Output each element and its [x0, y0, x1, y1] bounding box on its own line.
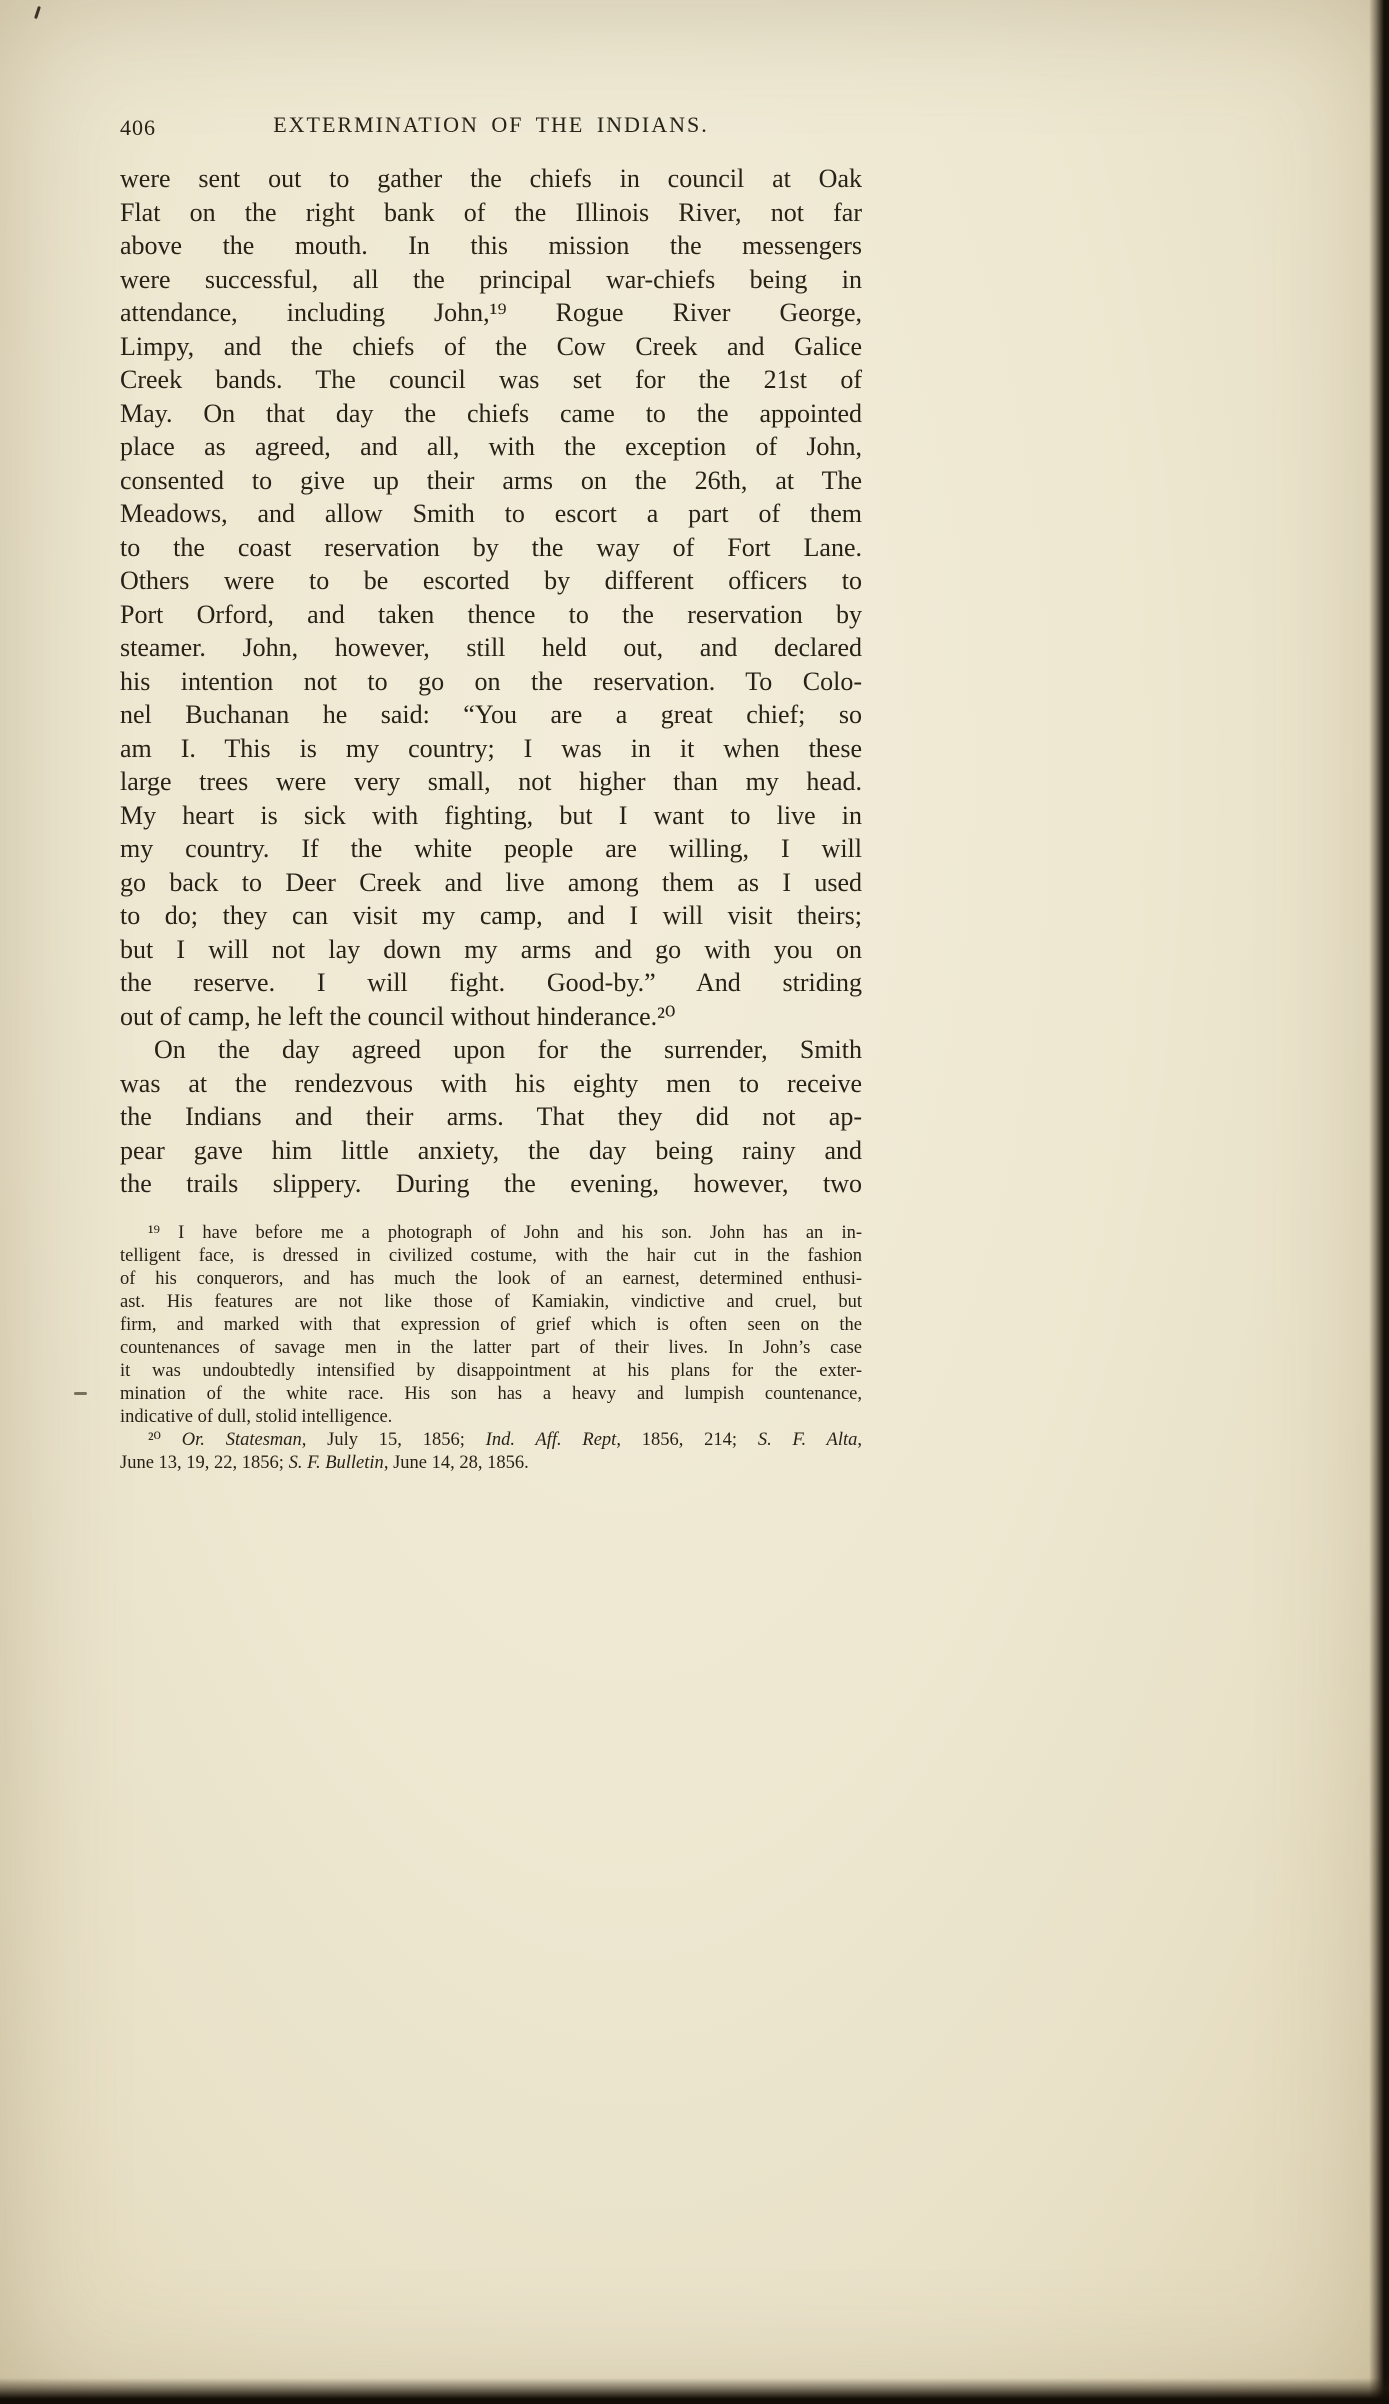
- footnote-line: ast. His features are not like those of Kamiakin, vindictive and cruel, but: [120, 1292, 862, 1312]
- footnote-20: [120, 1429, 862, 1475]
- text-line: the trails slippery. During the evening, however, two: [120, 1169, 862, 1198]
- text-line: steamer. John, however, still held out, and declared: [120, 633, 862, 662]
- text-line: were successful, all the principal war-chiefs being in: [120, 264, 862, 294]
- running-header: [120, 112, 862, 146]
- footnote-line: of his conquerors, and has much the look of an earnest, determined enthusi-: [120, 1269, 862, 1289]
- scan-speck: [34, 6, 41, 19]
- scan-speck: [74, 1392, 87, 1395]
- text-line: My heart is sick with fighting, but I want to live in: [120, 800, 862, 830]
- footnote-line: mination of the white race. His son has a heavy and lumpish countenance,: [120, 1384, 862, 1404]
- text-line: but I will not lay down my arms and go with you on: [120, 934, 862, 964]
- footnote-line: firm, and marked with that expression of grief which is often seen on the: [120, 1315, 862, 1335]
- text-line: to the coast reservation by the way of Fort Lane.: [120, 532, 862, 562]
- text-line: out of camp, he left the council without hinderance.²⁰: [120, 1001, 676, 1031]
- page-number: 406: [120, 115, 156, 140]
- text-line: Creek bands. The council was set for the 21st of: [120, 365, 862, 394]
- text-line: Meadows, and allow Smith to escort a part of them: [120, 499, 862, 528]
- footnote-line: [120, 1452, 862, 1475]
- text-line: go back to Deer Creek and live among them as I used: [120, 867, 862, 897]
- text-line: Port Orford, and taken thence to the reservation by: [120, 599, 862, 629]
- footnote-segment: Or. Statesman: [181, 1430, 302, 1450]
- text-line: the reserve. I will fight. Good-by.” And striding: [120, 968, 862, 997]
- footnote-line: countenances of savage men in the latter part of their lives. In John’s case: [120, 1338, 862, 1358]
- footnote-segment: S. F. Bulletin: [288, 1453, 384, 1473]
- footnote-line: [120, 1429, 862, 1452]
- footnote-line: ¹⁹ I have before me a photograph of John and his son. John has an in-: [148, 1223, 862, 1243]
- text-line: above the mouth. In this mission the messengers: [120, 231, 862, 260]
- footnote-line: telligent face, is dressed in civilized costume, with the hair cut in the fashion: [120, 1246, 862, 1266]
- footnote-segment: ,: [857, 1430, 862, 1450]
- text-line: the Indians and their arms. That they did not ap-: [120, 1102, 862, 1131]
- footnote-segment: ²⁰: [148, 1430, 182, 1450]
- footnote-segment: June 13, 19, 22, 1856;: [120, 1453, 289, 1473]
- text-line: Others were to be escorted by different officers to: [120, 566, 862, 595]
- footnote-line: it was undoubtedly intensified by disappointment at his plans for the exter-: [120, 1361, 862, 1381]
- text-line: pear gave him little anxiety, the day being rainy and: [120, 1135, 862, 1165]
- text-line: was at the rendezvous with his eighty men to receive: [120, 1068, 862, 1098]
- scan-edge-right: [1369, 0, 1389, 2404]
- text-line: am I. This is my country; I was in it when these: [120, 733, 862, 763]
- running-title: EXTERMINATION OF THE INDIANS.: [273, 112, 709, 137]
- footnote-segment: S. F. Alta: [757, 1430, 858, 1450]
- text-line: Limpy, and the chiefs of the Cow Creek and Galice: [120, 331, 862, 361]
- text-line: May. On that day the chiefs came to the appointed: [120, 398, 862, 428]
- text-line: his intention not to go on the reservation. To Colo-: [120, 666, 862, 696]
- paragraph-2: [120, 1033, 862, 1201]
- footnote-segment: , 1856, 214;: [616, 1430, 758, 1450]
- footnote-segment: , July 15, 1856;: [301, 1430, 486, 1450]
- text-line: attendance, including John,¹⁹ Rogue River George,: [120, 298, 862, 327]
- footnote-segment: , June 14, 28, 1856.: [383, 1453, 529, 1473]
- text-line: nel Buchanan he said: “You are a great chief; so: [120, 700, 862, 729]
- text-line: place as agreed, and all, with the exception of John,: [120, 432, 862, 461]
- text-line: consented to give up their arms on the 26th, at The: [120, 465, 862, 495]
- paragraph-1: [120, 162, 862, 1033]
- footnote-line: indicative of dull, stolid intelligence.: [120, 1407, 393, 1427]
- footnotes: [120, 1222, 862, 1475]
- text-line: On the day agreed upon for the surrender, Smith: [154, 1035, 862, 1064]
- footnote-19: [120, 1222, 862, 1429]
- scan-edge-bottom: [0, 2378, 1389, 2404]
- text-line: large trees were very small, not higher than my head.: [120, 767, 862, 796]
- text-line: to do; they can visit my camp, and I will visit theirs;: [120, 901, 862, 930]
- text-line: were sent out to gather the chiefs in council at Oak: [120, 164, 862, 193]
- footnote-segment: Ind. Aff. Rept: [485, 1430, 617, 1450]
- text-line: my country. If the white people are willing, I will: [120, 834, 862, 863]
- text-line: Flat on the right bank of the Illinois River, not far: [120, 197, 862, 227]
- body-text: [120, 162, 862, 1201]
